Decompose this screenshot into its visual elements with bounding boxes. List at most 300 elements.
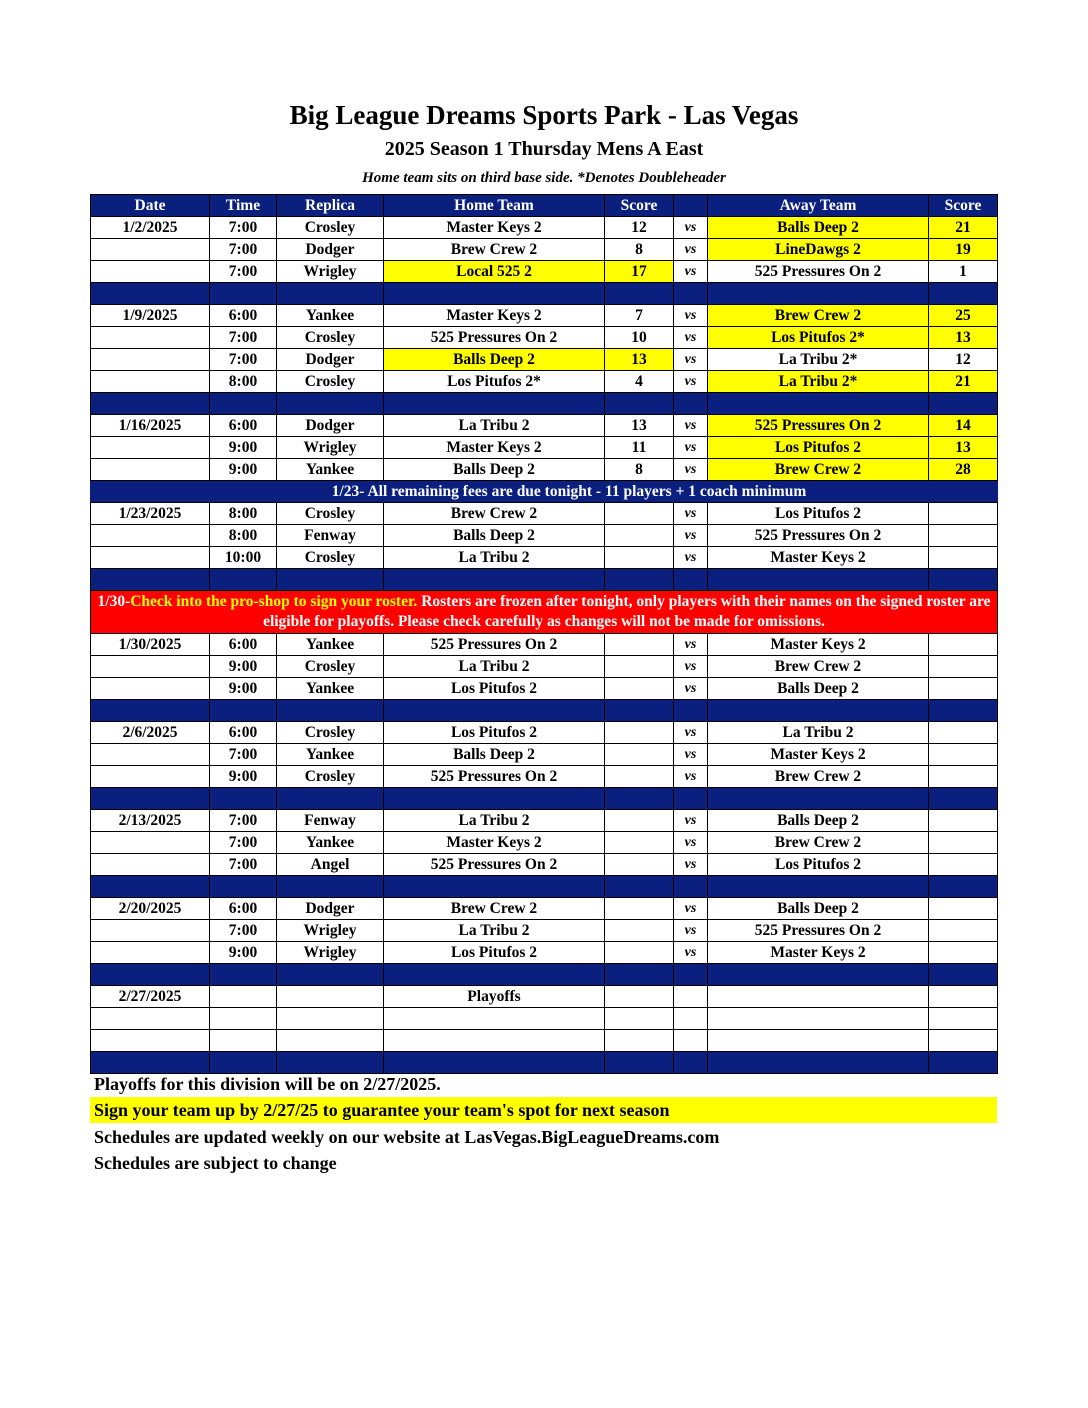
game-field: Yankee [277, 305, 384, 327]
game-row [91, 722, 998, 744]
vs-label: vs [674, 898, 708, 920]
game-time: 9:00 [210, 459, 277, 481]
separator-cell [708, 283, 929, 305]
game-date [91, 261, 210, 283]
separator-cell [605, 393, 674, 415]
separator-cell [605, 964, 674, 986]
away-score: 12 [929, 349, 998, 371]
playoffs-note: Playoffs for this division will be on 2/27/2025. [94, 1074, 441, 1094]
home-team: Balls Deep 2 [384, 459, 605, 481]
separator-row [91, 700, 998, 722]
game-time: 9:00 [210, 678, 277, 700]
away-team: La Tribu 2* [708, 349, 929, 371]
separator-cell [674, 569, 708, 591]
away-team [708, 986, 929, 1008]
home-team: La Tribu 2 [384, 547, 605, 569]
away-score [929, 656, 998, 678]
away-team: Brew Crew 2 [708, 832, 929, 854]
game-field: Yankee [277, 678, 384, 700]
away-team: Master Keys 2 [708, 634, 929, 656]
game-date: 2/20/2025 [91, 898, 210, 920]
game-date [91, 678, 210, 700]
roster-alert [91, 591, 998, 634]
separator-cell [91, 283, 210, 305]
game-time: 9:00 [210, 942, 277, 964]
game-row [91, 942, 998, 964]
col-away-team-header: Away Team [708, 195, 929, 217]
separator-cell [384, 283, 605, 305]
signup-note: Sign your team up by 2/27/25 to guarantee your team's spot for next season [90, 1097, 997, 1123]
separator-cell [277, 569, 384, 591]
home-team: Master Keys 2 [384, 832, 605, 854]
home-score: 11 [605, 437, 674, 459]
vs-label: vs [674, 942, 708, 964]
game-date: 1/9/2025 [91, 305, 210, 327]
game-row [91, 547, 998, 569]
separator-cell [929, 964, 998, 986]
vs-label: vs [674, 766, 708, 788]
away-team: Brew Crew 2 [708, 766, 929, 788]
separator-cell [605, 283, 674, 305]
game-field: Crosley [277, 656, 384, 678]
home-team: Los Pitufos 2 [384, 942, 605, 964]
home-team: Balls Deep 2 [384, 744, 605, 766]
home-team: Master Keys 2 [384, 305, 605, 327]
game-row [91, 503, 998, 525]
game-time: 10:00 [210, 547, 277, 569]
away-score: 14 [929, 415, 998, 437]
game-time: 7:00 [210, 239, 277, 261]
game-date: 1/16/2025 [91, 415, 210, 437]
game-row [91, 525, 998, 547]
home-team: Master Keys 2 [384, 437, 605, 459]
away-score: 25 [929, 305, 998, 327]
away-score [929, 678, 998, 700]
separator-cell [277, 1052, 384, 1074]
vs-label: vs [674, 744, 708, 766]
separator-cell [91, 393, 210, 415]
home-score [605, 898, 674, 920]
home-team: Balls Deep 2 [384, 349, 605, 371]
change-note: Schedules are subject to change [94, 1153, 337, 1173]
game-field: Crosley [277, 217, 384, 239]
separator-cell [929, 876, 998, 898]
home-team: La Tribu 2 [384, 920, 605, 942]
away-score [929, 920, 998, 942]
separator-cell [708, 393, 929, 415]
home-score: 17 [605, 261, 674, 283]
game-date [91, 239, 210, 261]
game-date [91, 656, 210, 678]
game-date: 2/13/2025 [91, 810, 210, 832]
game-field: Yankee [277, 459, 384, 481]
away-score [929, 547, 998, 569]
game-field: Crosley [277, 327, 384, 349]
separator-cell [929, 283, 998, 305]
alert-date: 1/30- [97, 593, 131, 610]
separator-row [91, 876, 998, 898]
separator-cell [277, 283, 384, 305]
away-score: 19 [929, 239, 998, 261]
game-field: Crosley [277, 766, 384, 788]
home-score [605, 634, 674, 656]
home-score: 13 [605, 349, 674, 371]
home-score: 12 [605, 217, 674, 239]
vs-label: vs [674, 634, 708, 656]
separator-cell [708, 1052, 929, 1074]
home-team: 525 Pressures On 2 [384, 766, 605, 788]
home-team: Brew Crew 2 [384, 503, 605, 525]
separator-cell [929, 788, 998, 810]
alert-text: Rosters are frozen after tonight, only players with their names on the signed roster are eligible for playoffs. Please check carefully as changes will not be made for omissions. [263, 593, 991, 630]
game-row [91, 1008, 998, 1030]
vs-label: vs [674, 327, 708, 349]
separator-cell [91, 876, 210, 898]
home-team: La Tribu 2 [384, 415, 605, 437]
home-score [605, 722, 674, 744]
game-date [91, 459, 210, 481]
away-team: Balls Deep 2 [708, 217, 929, 239]
separator-cell [674, 700, 708, 722]
game-date [91, 1008, 210, 1030]
separator-cell [605, 788, 674, 810]
vs-label: vs [674, 349, 708, 371]
game-field: Crosley [277, 371, 384, 393]
vs-label: vs [674, 547, 708, 569]
away-team: Los Pitufos 2* [708, 327, 929, 349]
vs-label: vs [674, 217, 708, 239]
home-score [605, 854, 674, 876]
game-field: Dodger [277, 239, 384, 261]
home-team [384, 1030, 605, 1052]
separator-cell [708, 788, 929, 810]
separator-cell [929, 700, 998, 722]
game-row [91, 898, 998, 920]
game-time: 7:00 [210, 744, 277, 766]
separator-cell [277, 788, 384, 810]
game-time: 8:00 [210, 371, 277, 393]
game-date [91, 744, 210, 766]
vs-label [674, 1008, 708, 1030]
game-date [91, 371, 210, 393]
game-time: 6:00 [210, 634, 277, 656]
game-time: 8:00 [210, 503, 277, 525]
game-time: 6:00 [210, 415, 277, 437]
separator-cell [384, 393, 605, 415]
game-row [91, 261, 998, 283]
game-time: 7:00 [210, 261, 277, 283]
game-time: 7:00 [210, 217, 277, 239]
game-field [277, 1030, 384, 1052]
game-field: Yankee [277, 832, 384, 854]
game-time [210, 986, 277, 1008]
away-team: Master Keys 2 [708, 942, 929, 964]
separator-cell [605, 1052, 674, 1074]
away-score [929, 744, 998, 766]
separator-cell [674, 876, 708, 898]
game-time [210, 1008, 277, 1030]
game-time: 6:00 [210, 898, 277, 920]
vs-label: vs [674, 525, 708, 547]
separator-cell [384, 788, 605, 810]
away-team: Balls Deep 2 [708, 678, 929, 700]
away-team: 525 Pressures On 2 [708, 525, 929, 547]
vs-label: vs [674, 305, 708, 327]
separator-cell [674, 393, 708, 415]
separator-row [91, 1052, 998, 1074]
col-replica-header: Replica [277, 195, 384, 217]
home-score [605, 986, 674, 1008]
home-team: La Tribu 2 [384, 810, 605, 832]
home-team: Brew Crew 2 [384, 239, 605, 261]
game-date: 1/23/2025 [91, 503, 210, 525]
home-score: 10 [605, 327, 674, 349]
vs-label: vs [674, 239, 708, 261]
vs-label: vs [674, 415, 708, 437]
away-score [929, 525, 998, 547]
col-home-team-header: Home Team [384, 195, 605, 217]
game-time: 7:00 [210, 327, 277, 349]
home-score [605, 810, 674, 832]
separator-cell [605, 700, 674, 722]
home-team: Los Pitufos 2 [384, 678, 605, 700]
game-date [91, 1030, 210, 1052]
vs-label: vs [674, 503, 708, 525]
away-score [929, 722, 998, 744]
website-note: Schedules are updated weekly on our website at LasVegas.BigLeagueDreams.com [94, 1127, 720, 1147]
away-score: 21 [929, 217, 998, 239]
game-date [91, 437, 210, 459]
game-date [91, 766, 210, 788]
header-row [91, 195, 998, 217]
notice-spacer [929, 481, 998, 503]
game-field: Dodger [277, 349, 384, 371]
separator-cell [210, 876, 277, 898]
away-team: LineDawgs 2 [708, 239, 929, 261]
game-date [91, 525, 210, 547]
game-field: Wrigley [277, 942, 384, 964]
home-team: La Tribu 2 [384, 656, 605, 678]
away-team: 525 Pressures On 2 [708, 261, 929, 283]
game-field: Angel [277, 854, 384, 876]
separator-cell [91, 1052, 210, 1074]
vs-label: vs [674, 810, 708, 832]
game-date [91, 854, 210, 876]
game-row [91, 766, 998, 788]
notice-text: 1/23- All remaining fees are due tonight - 11 players + 1 coach minimum [210, 481, 929, 503]
game-field: Dodger [277, 898, 384, 920]
game-field: Wrigley [277, 261, 384, 283]
home-team: Master Keys 2 [384, 217, 605, 239]
home-score [605, 525, 674, 547]
game-row [91, 327, 998, 349]
away-team: 525 Pressures On 2 [708, 415, 929, 437]
col-away-score-header: Score [929, 195, 998, 217]
separator-cell [674, 788, 708, 810]
game-field: Wrigley [277, 920, 384, 942]
home-score: 8 [605, 459, 674, 481]
away-score [929, 986, 998, 1008]
game-row [91, 810, 998, 832]
home-team: Brew Crew 2 [384, 898, 605, 920]
away-score: 13 [929, 437, 998, 459]
separator-cell [674, 964, 708, 986]
separator-cell [674, 283, 708, 305]
game-row [91, 1030, 998, 1052]
away-team: Brew Crew 2 [708, 459, 929, 481]
home-team: Los Pitufos 2* [384, 371, 605, 393]
game-row [91, 656, 998, 678]
home-score: 13 [605, 415, 674, 437]
separator-cell [605, 569, 674, 591]
alert-highlight: Check into the pro-shop to sign your roster. [130, 593, 418, 610]
separator-cell [91, 964, 210, 986]
home-team: 525 Pressures On 2 [384, 854, 605, 876]
notice-row [91, 481, 998, 503]
separator-cell [91, 569, 210, 591]
game-time: 6:00 [210, 722, 277, 744]
game-field: Yankee [277, 634, 384, 656]
away-score [929, 898, 998, 920]
vs-label: vs [674, 261, 708, 283]
game-date [91, 547, 210, 569]
home-score: 8 [605, 239, 674, 261]
separator-cell [277, 876, 384, 898]
game-row [91, 744, 998, 766]
separator-cell [384, 876, 605, 898]
vs-label: vs [674, 722, 708, 744]
away-score [929, 503, 998, 525]
game-row [91, 678, 998, 700]
home-score [605, 942, 674, 964]
away-team: Los Pitufos 2 [708, 854, 929, 876]
game-row [91, 634, 998, 656]
home-score [605, 547, 674, 569]
vs-label [674, 986, 708, 1008]
separator-cell [384, 569, 605, 591]
game-time: 7:00 [210, 854, 277, 876]
home-score [605, 832, 674, 854]
away-score [929, 766, 998, 788]
away-team: Los Pitufos 2 [708, 437, 929, 459]
home-score [605, 656, 674, 678]
game-row [91, 415, 998, 437]
notice-spacer [91, 481, 210, 503]
separator-cell [210, 1052, 277, 1074]
separator-cell [277, 700, 384, 722]
home-score [605, 678, 674, 700]
separator-cell [929, 1052, 998, 1074]
home-team: Playoffs [384, 986, 605, 1008]
separator-cell [929, 569, 998, 591]
away-score: 21 [929, 371, 998, 393]
separator-cell [708, 876, 929, 898]
separator-cell [708, 964, 929, 986]
separator-cell [91, 788, 210, 810]
col-home-score-header: Score [605, 195, 674, 217]
game-date: 2/6/2025 [91, 722, 210, 744]
game-row [91, 854, 998, 876]
game-time: 7:00 [210, 832, 277, 854]
away-team: Balls Deep 2 [708, 898, 929, 920]
game-row [91, 459, 998, 481]
vs-label: vs [674, 656, 708, 678]
home-team: Local 525 2 [384, 261, 605, 283]
vs-label [674, 1030, 708, 1052]
game-field: Crosley [277, 547, 384, 569]
away-score [929, 1008, 998, 1030]
game-date: 2/27/2025 [91, 986, 210, 1008]
col-time-header: Time [210, 195, 277, 217]
home-score: 4 [605, 371, 674, 393]
game-field: Fenway [277, 810, 384, 832]
away-team: Master Keys 2 [708, 744, 929, 766]
separator-cell [210, 283, 277, 305]
separator-cell [210, 700, 277, 722]
game-row [91, 305, 998, 327]
away-team [708, 1008, 929, 1030]
separator-cell [929, 393, 998, 415]
separator-row [91, 283, 998, 305]
away-team [708, 1030, 929, 1052]
home-team: 525 Pressures On 2 [384, 634, 605, 656]
game-field: Yankee [277, 744, 384, 766]
separator-cell [91, 700, 210, 722]
home-score: 7 [605, 305, 674, 327]
game-date [91, 327, 210, 349]
separator-row [91, 569, 998, 591]
game-row [91, 217, 998, 239]
game-date: 1/2/2025 [91, 217, 210, 239]
away-score [929, 854, 998, 876]
home-team [384, 1008, 605, 1030]
game-row [91, 920, 998, 942]
game-field: Fenway [277, 525, 384, 547]
separator-cell [674, 1052, 708, 1074]
game-time: 7:00 [210, 810, 277, 832]
col-date-header: Date [91, 195, 210, 217]
game-row [91, 986, 998, 1008]
away-score: 1 [929, 261, 998, 283]
separator-row [91, 964, 998, 986]
vs-label: vs [674, 920, 708, 942]
away-team: La Tribu 2* [708, 371, 929, 393]
game-time: 7:00 [210, 349, 277, 371]
separator-cell [384, 964, 605, 986]
separator-cell [708, 700, 929, 722]
separator-cell [605, 876, 674, 898]
game-field: Crosley [277, 503, 384, 525]
home-score [605, 766, 674, 788]
separator-cell [210, 393, 277, 415]
away-score [929, 810, 998, 832]
game-date [91, 349, 210, 371]
away-score [929, 832, 998, 854]
separator-cell [277, 964, 384, 986]
separator-row [91, 788, 998, 810]
game-field: Wrigley [277, 437, 384, 459]
home-score [605, 1030, 674, 1052]
home-team: 525 Pressures On 2 [384, 327, 605, 349]
game-time: 6:00 [210, 305, 277, 327]
game-time: 7:00 [210, 920, 277, 942]
game-time: 9:00 [210, 437, 277, 459]
away-score: 28 [929, 459, 998, 481]
page-title: Big League Dreams Sports Park - Las Vegas [289, 100, 799, 130]
away-team: La Tribu 2 [708, 722, 929, 744]
separator-row [91, 393, 998, 415]
page-subtitle: 2025 Season 1 Thursday Mens A East [384, 138, 704, 160]
